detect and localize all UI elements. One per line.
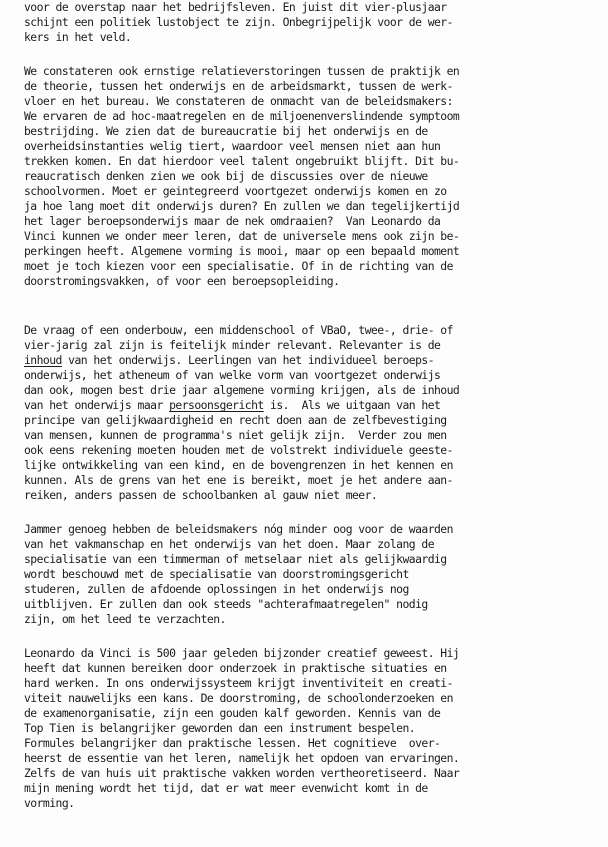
text-line: specialisatie van een timmerman of metselaar niet als gelijkwaardig <box>24 552 447 566</box>
text-line: heerst de essentie van het leren, namelijk het opdoen van ervaringen. <box>24 751 460 765</box>
text-line: lijke ontwikkeling van een kind, en de bovengrenzen in het kennen en <box>24 458 453 472</box>
text-line: vier-jarig zal zijn is feitelijk minder relevant. Relevanter is de <box>24 338 441 352</box>
paragraph-gap <box>24 627 602 646</box>
text-line: De vraag of een onderbouw, een middenschool of VBaO, twee-, drie- of <box>24 323 453 337</box>
text-line: Leonardo da Vinci is 500 jaar geleden bijzonder creatief geweest. Hij <box>24 646 460 660</box>
text-line: Top Tien is belangrijker geworden dan een instrument bespelen. <box>24 721 416 735</box>
text-line: ja hoe lang moet dit onderwijs duren? En zullen we dan tegelijkertijd <box>24 199 460 213</box>
text-line: perkingen heeft. Algemene vorming is mooi, maar op een bepaald moment <box>24 244 460 258</box>
text-line: Vinci kunnen we onder meer leren, dat de universele mens ook zijn be- <box>24 229 460 243</box>
text-line: studeren, zullen de afdoende oplossingen in het onderwijs nog <box>24 582 409 596</box>
text-line: doorstromingsvakken, of voor een beroepsopleiding. <box>24 274 340 288</box>
text-line: schoolvormen. Moet er geintegreerd voortgezet onderwijs komen en zo <box>24 184 447 198</box>
paragraph-2 <box>24 64 602 304</box>
text-line: Zelfs de van huis uit praktische vakken worden vertheoretiseerd. Naar <box>24 766 460 780</box>
text-line: voor de overstap naar het bedrijfsleven. En juist dit vier-plusjaar <box>24 0 447 14</box>
paragraph-gap <box>24 304 602 323</box>
text-line: hard werken. In ons onderwijssysteem krijgt inventiviteit en creati- <box>24 676 453 690</box>
underlined-word: persoonsgericht <box>169 398 264 412</box>
paragraph-1 <box>24 0 602 45</box>
text-line: wordt beschouwd met de specialisatie van doorstromingsgericht <box>24 567 409 581</box>
text-line: reiken, anders passen de schoolbanken al gauw niet meer. <box>24 488 378 502</box>
text-line: van het vakmanschap en het onderwijs van het doen. Maar zolang de <box>24 537 435 551</box>
text-line: van mensen, kunnen de programma's niet gelijk zijn. Verder zou men <box>24 428 447 442</box>
text-line: Jammer genoeg hebben de beleidsmakers nóg minder oog voor de waarden <box>24 522 453 536</box>
text-line <box>24 289 602 304</box>
text-line: dan ook, mogen best drie jaar algemene vorming krijgen, als de inhoud <box>24 383 460 397</box>
text-line: schijnt een politiek lustobject te zijn. Onbegrijpelijk voor de wer- <box>24 15 453 29</box>
text-line: viteit nauwelijks een kans. De doorstroming, de schoolonderzoeken en <box>24 691 453 705</box>
text-line: heeft dat kunnen bereiken door onderzoek in praktische situaties en <box>24 661 447 675</box>
text-line: kunnen. Als de grens van het ene is bereikt, moet je het andere aan- <box>24 473 453 487</box>
text-line: Formules belangrijker dan praktische lessen. Het cognitieve over- <box>24 736 441 750</box>
text-line: We constateren ook ernstige relatieverstoringen tussen de praktijk en <box>24 64 460 78</box>
text-line: kers in het veld. <box>24 30 132 44</box>
paragraph-gap <box>24 45 602 64</box>
text-line: moet je toch kiezen voor een specialisatie. Of in de richting van de <box>24 259 453 273</box>
text-line: trekken komen. En dat hierdoor veel talent ongebruikt blijft. Dit bu- <box>24 154 460 168</box>
text-line: vorming. <box>24 796 75 810</box>
text-line: het lager beroepsonderwijs maar de nek omdraaien? Van Leonardo da <box>24 214 441 228</box>
text-line: zijn, om het leed te verzachten. <box>24 612 226 626</box>
text-line: bestrijding. We zien dat de bureaucratie bij het onderwijs en de <box>24 124 428 138</box>
text-line: ook eens rekening moeten houden met de volstrekt individuele geeste- <box>24 443 453 457</box>
text-line: overheidsinstanties welig tiert, waardoor veel mensen niet aan hun <box>24 139 441 153</box>
underlined-word: inhoud <box>24 353 62 367</box>
text-line: onderwijs, het atheneum of van welke vorm van voortgezet onderwijs <box>24 368 441 382</box>
text-line: uitblijven. Er zullen dan ook steeds "achterafmaatregelen" nodig <box>24 597 428 611</box>
text-line: de examenorganisatie, zijn een gouden kalf geworden. Kennis van de <box>24 706 441 720</box>
text-line: reaucratisch denken zien we ook bij de discussies over de nieuwe <box>24 169 428 183</box>
text-line: inhoud van het onderwijs. Leerlingen van het individueel beroeps- <box>24 353 435 367</box>
paragraph-gap <box>24 503 602 522</box>
text-line: principe van gelijkwaardigheid en recht doen aan de zelfbevestiging <box>24 413 447 427</box>
text-line: mijn mening wordt het tijd, dat er wat meer evenwicht komt in de <box>24 781 428 795</box>
text-line: van het onderwijs maar persoonsgericht is. Als we uitgaan van het <box>24 398 441 412</box>
paragraph-5 <box>24 646 602 811</box>
text-line: We ervaren de ad hoc-maatregelen en de miljoenenverslindende symptoom <box>24 109 460 123</box>
paragraph-3 <box>24 323 602 503</box>
text-line: vloer en het bureau. We constateren de onmacht van de beleidsmakers: <box>24 94 453 108</box>
paragraph-4 <box>24 522 602 627</box>
text-line: de theorie, tussen het onderwijs en de arbeidsmarkt, tussen de werk- <box>24 79 453 93</box>
